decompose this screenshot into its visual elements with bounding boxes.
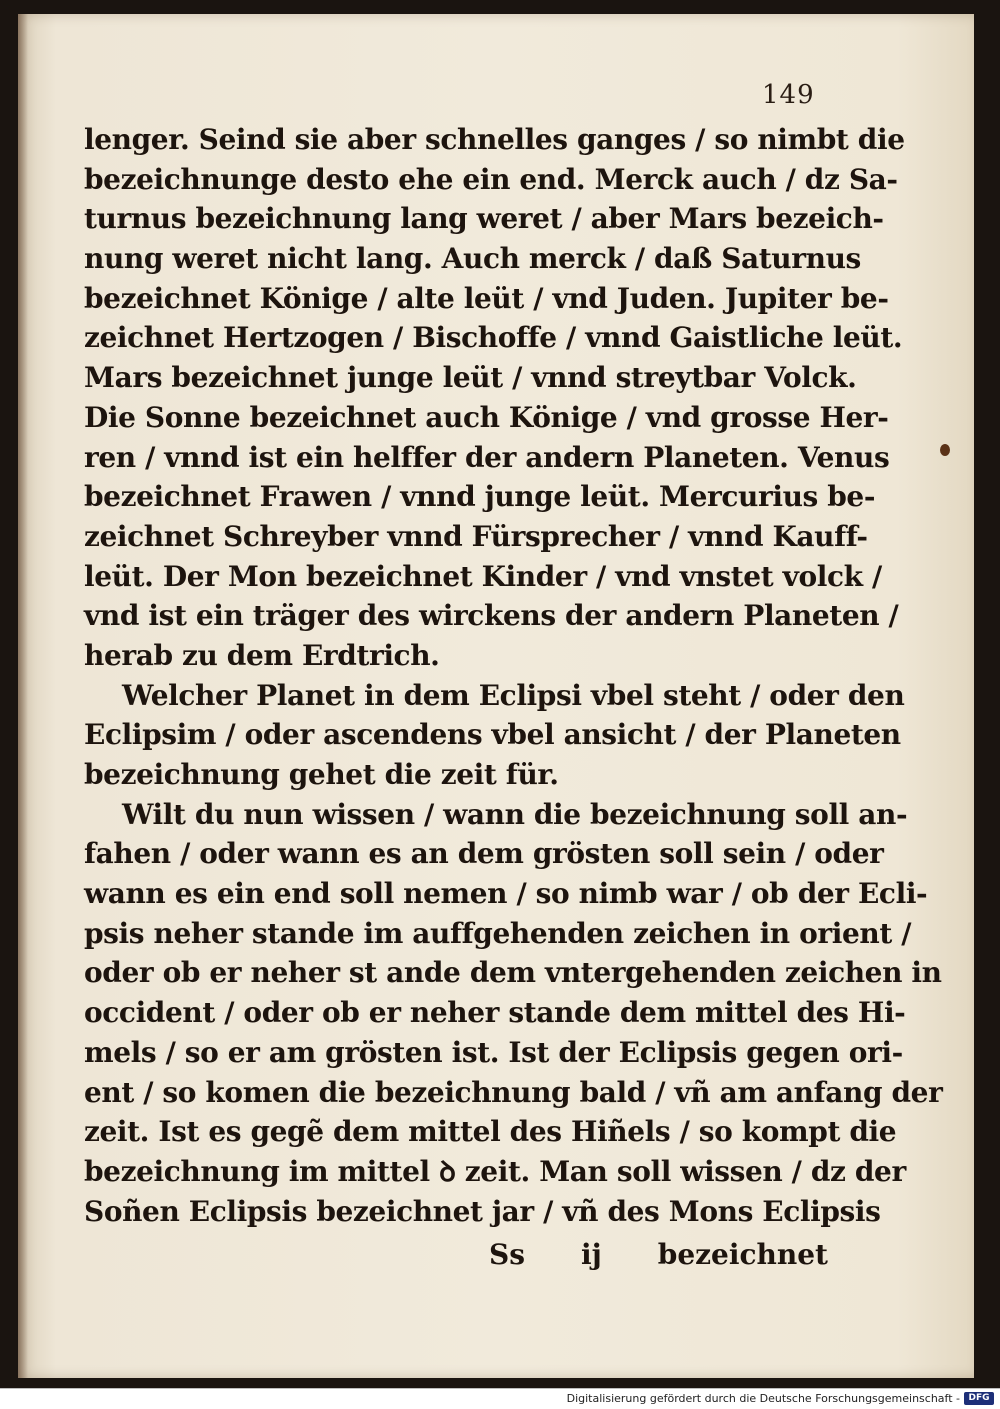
catchword: bezeichnet xyxy=(657,1238,828,1272)
funding-credit: Digitalisierung gefördert durch die Deutsche Forschungsgemeinschaft - xyxy=(566,1392,960,1405)
page-number: 149 xyxy=(762,80,815,110)
text-line: Welcher Planet in dem Eclipsi vbel steht / oder den xyxy=(122,678,905,712)
signature-line xyxy=(84,1235,828,1275)
text-line: vnd ist ein träger des wirckens der andern Planeten / xyxy=(84,599,899,633)
text-line: ren / vnnd ist ein helffer der andern Planeten. Venus xyxy=(84,440,890,474)
text-line: bezeichnet Frawen / vnnd junge leüt. Mercurius be- xyxy=(84,480,876,514)
text-line: ent / so komen die bezeichnung bald / vñ am anfang der xyxy=(84,1075,943,1109)
text-line: zeichnet Schreyber vnnd Fürsprecher / vnnd Kauff- xyxy=(84,519,868,553)
signature-number: ij xyxy=(580,1238,602,1272)
footer-bar xyxy=(0,1388,1000,1409)
text-line: nung weret nicht lang. Auch merck / daß Saturnus xyxy=(84,242,861,276)
text-line: Die Sonne bezeichnet auch Könige / vnd grosse Her- xyxy=(84,400,889,434)
text-line: Soñen Eclipsis bezeichnet jar / vñ des Mons Eclipsis xyxy=(84,1194,881,1228)
text-line: herab zu dem Erdtrich. xyxy=(84,638,440,672)
text-line: oder ob er neher st ande dem vntergehenden zeichen in xyxy=(84,956,942,990)
text-line: turnus bezeichnung lang weret / aber Mars bezeich- xyxy=(84,202,884,236)
text-line: bezeichnung im mittel ꝺ zeit. Man soll wissen / dz der xyxy=(84,1154,906,1188)
text-line: mels / so er am grösten ist. Ist der Eclipsis gegen ori- xyxy=(84,1035,903,1069)
text-line: fahen / oder wann es an dem grösten soll sein / oder xyxy=(84,837,884,871)
body-text xyxy=(84,120,943,1275)
text-line: wann es ein end soll nemen / so nimb war / ob der Ecli- xyxy=(84,877,928,911)
text-line: zeit. Ist es gegẽ dem mittel des Hiñels / so kompt die xyxy=(84,1115,897,1149)
text-line: bezeichnunge desto ehe ein end. Merck auch / dz Sa- xyxy=(84,162,898,196)
dfg-logo: DFG xyxy=(964,1392,994,1405)
text-line: Wilt du nun wissen / wann die bezeichnung soll an- xyxy=(122,797,908,831)
text-line: bezeichnet Könige / alte leüt / vnd Juden. Jupiter be- xyxy=(84,281,889,315)
text-line: occident / oder ob er neher stande dem mittel des Hi- xyxy=(84,996,906,1030)
signature-mark: Ss xyxy=(488,1238,525,1272)
text-line: lenger. Seind sie aber schnelles ganges / so nimbt die xyxy=(84,123,905,156)
text-line: Eclipsim / oder ascendens vbel ansicht / der Planeten xyxy=(84,718,901,752)
ink-spot xyxy=(940,444,950,456)
text-line: psis neher stande im auffgehenden zeichen in orient / xyxy=(84,916,912,950)
text-line: leüt. Der Mon bezeichnet Kinder / vnd vnstet volck / xyxy=(84,559,882,593)
text-line: zeichnet Hertzogen / Bischoffe / vnnd Gaistliche leüt. xyxy=(84,321,903,355)
text-line: Mars bezeichnet junge leüt / vnnd streytbar Volck. xyxy=(84,361,857,395)
text-line: bezeichnung gehet die zeit für. xyxy=(84,758,559,791)
